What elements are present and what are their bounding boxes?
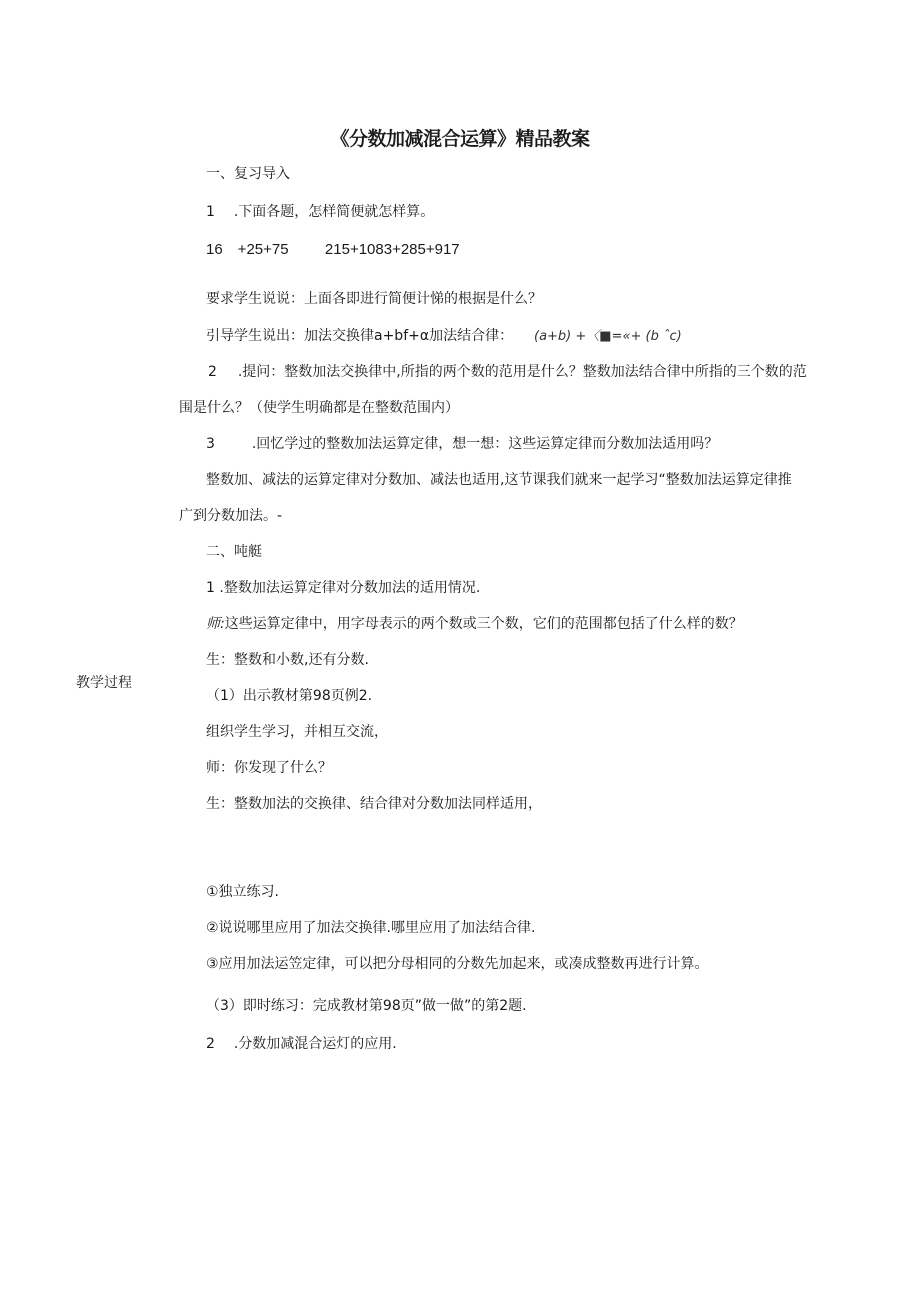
s2-item2: [206, 1035, 397, 1053]
guide-formula: (a+b) +〈■=«+ (b ˆc): [534, 329, 682, 344]
side-label: 教学过程: [76, 675, 132, 691]
item3-number: 3: [206, 436, 215, 452]
section1-heading: 一、复习导入: [206, 166, 290, 182]
item2-line2: 围是什么？（使学生明确都是在整数范围内）: [179, 400, 459, 416]
student-answer-2: 生：整数加法的交换律、结合律对分数加法同样适用，: [206, 796, 542, 812]
guide-row: [206, 327, 682, 346]
practice-3: ③应用加法运笠定律，可以把分母相同的分数先加起来，或凑成整数再进行计算。: [206, 956, 709, 972]
paragraph-line2: 广到分数加法。-: [179, 508, 283, 524]
s2-item1: [206, 579, 480, 597]
section2-heading: 二、吨艇: [206, 544, 262, 560]
student-answer-1: 生：整数和小数,还有分数.: [206, 652, 369, 668]
item2-line1: [208, 363, 807, 381]
practice-1: ①独立练习.: [206, 884, 280, 900]
item3: [206, 435, 718, 453]
s2-item2-text: .分数加减混合运灯的应用.: [233, 1036, 397, 1052]
sub-item-1: （1）出示教材第98页例2.: [206, 688, 373, 704]
guide-text: 引导学生说出：加法交换律a+bf+α加法结合律：: [206, 328, 514, 344]
teacher-question: [206, 615, 743, 633]
s2-item1-number: 1: [206, 580, 215, 596]
teacher-label: 师:: [206, 616, 225, 632]
practice-2: ②说说哪里应用了加法交换律.哪里应用了加法结合律.: [206, 920, 536, 936]
paragraph-line1: 整数加、减法的运算定律对分数加、减法也适用,这节课我们就来一起学习“整数加法运算定律推: [206, 472, 792, 488]
item1-number: 1: [206, 204, 215, 220]
teacher-question-text: 这些运算定律中，用字母表示的两个数或三个数，它们的范围都包括了什么样的数？: [224, 616, 743, 632]
item1: [206, 203, 434, 221]
organize-text: 组织学生学习，并相互交流，: [206, 724, 388, 740]
sub-item-3: （3）即时练习：完成教材第98页”做一做”的第2题.: [206, 998, 527, 1014]
s2-item1-text: .整数加法运算定律对分数加法的适用情况.: [219, 580, 481, 596]
expression-row: [206, 241, 460, 259]
document-title: 《分数加减混合运算》精品教案: [330, 128, 590, 150]
teacher-question-2: 师：你发现了什么？: [206, 760, 332, 776]
s2-item2-number: 2: [206, 1036, 215, 1052]
item2-text-line1: .提问：整数加法交换律中,所指的两个数的范用是什么？整数加法结合律中所指的三个数的范: [237, 364, 807, 380]
require-text: 要求学生说说：上面各即进行简便计悌的根据是什么？: [206, 291, 542, 307]
item1-text: .下面各题，怎样简便就怎样算。: [233, 204, 435, 220]
expression-a: 16 +25+75: [206, 241, 289, 258]
item2-number: 2: [208, 364, 217, 380]
item3-text: .回忆学过的整数加法运算定律，想一想：这些运算定律而分数加法适用吗？: [251, 436, 719, 452]
expression-b: 215+1083+285+917: [324, 241, 460, 258]
